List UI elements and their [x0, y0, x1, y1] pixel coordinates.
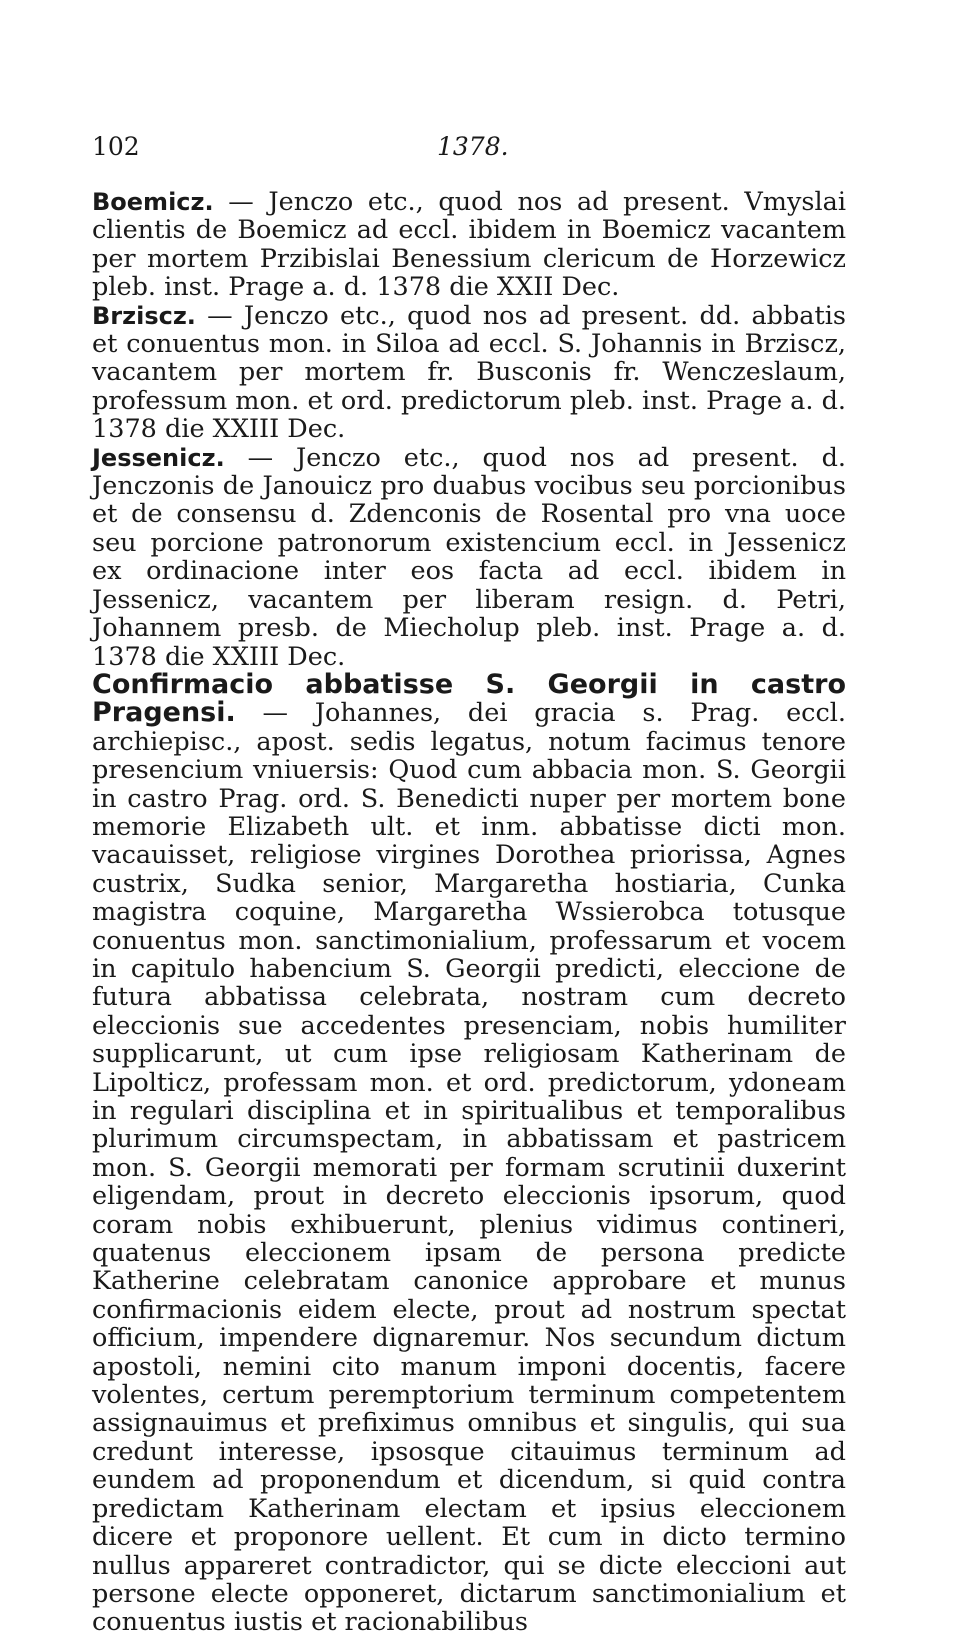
- entry-text: — Jenczo etc., quod nos ad present. Vmyslai clientis de Boemicz ad eccl. ibidem in Boemicz vacantem per mortem Przibislai Benessium clericum de Horzewicz pleb. inst. Prage a. d. 1378 die XXII Dec.: [92, 187, 846, 303]
- entry-jessenicz: [92, 444, 846, 671]
- entry-heading: Confirmacio abbatisse S. Georgii in castro Pragensi.: [92, 668, 846, 729]
- entry-boemicz: [92, 188, 846, 302]
- running-head: [92, 132, 846, 168]
- entry-heading: Jessenicz.: [92, 443, 225, 472]
- page-number: 102: [92, 132, 140, 161]
- entry-heading: Brziscz.: [92, 301, 196, 330]
- entry-text: — Johannes, dei gracia s. Prag. eccl. archiepisc., apost. sedis legatus, notum facimus tenore presencium vniuersis: Quod cum abbacia mon. S. Georgii in castro Prag. ord. S. Benedicti nuper per mortem bone memorie Elizabeth ult. et inm. abbatisse dicti mon. vacauisset, religiose virgines Dorothea priorissa, Agnes custrix, Sudka senior, Margaretha hostiaria, Cunka magistra coquine, Margaretha Wssierobca totusque conuentus mon. sanctimonialium, professarum et vocem in capitulo habencium S. Georgii predicti, eleccione de futura abbatissa celebrata, nostram cum decreto eleccionis sue accedentes presenciam, nobis humiliter supplicarunt, ut cum ipse religiosam Katherinam de Lipolticz, professam mon. et ord. predictorum, ydoneam in regulari disciplina et in spiritualibus et temporalibus plurimum circumspectam, in abbatissam et pastricem mon. S. Georgii memorati per formam scrutinii duxerint eligendam, prout in decreto eleccionis ipsorum, quod coram nobis exhibuerunt, plenius vidimus contineri, quatenus eleccionem ipsam de persona predicte Katherine celebratam canonice approbare et munus confirmacionis eidem electe, prout ad nostrum spectat officium, impendere dignaremur. Nos secundum dictum apostoli, nemini cito manum imponi docentis, facere volentes, certum peremptorium terminum competentem assignauimus et prefiximus omnibus et singulis, qui sua credunt interesse, ipsosque citauimus terminum ad eundem ad proponendum et dicendum, si quid contra predictam Katherinam electam et ipsius eleccionem dicere et proponore uellent. Et cum in dicto termino nullus appareret contradictor, qui se dicte eleccioni aut persone electe opponeret, dictarum sanctimonialium et conuentus iustis et racionabilibus: [92, 698, 846, 1637]
- entry-heading: Boemicz.: [92, 188, 214, 216]
- entry-confirmacio: [92, 668, 846, 1637]
- entry-text: — Jenczo etc., quod nos ad present. d. Jenczonis de Janouicz pro duabus vocibus seu porcionibus et de consensu d. Zdenconis de Rosental pro vna uoce seu porcione patronorum existencium eccl. in Jessenicz ex ordinacione inter eos facta ad eccl. ibidem in Jessenicz, vacantem per liberam resign. d. Petri, Johannem presb. de Miecholup pleb. inst. Prage a. d. 1378 die XXIII Dec.: [92, 442, 846, 672]
- entry-text: — Jenczo etc., quod nos ad present. dd. abbatis et conuentus mon. in Siloa ad eccl. S. Johannis in Brziscz, vacantem per mortem fr. Busconis fr. Wenczeslaum, professum mon. et ord. predictorum pleb. inst. Prage a. d. 1378 die XXIII Dec.: [92, 300, 846, 445]
- page-year: 1378.: [437, 132, 509, 161]
- page: [92, 132, 846, 1637]
- entry-brziscz: [92, 302, 846, 444]
